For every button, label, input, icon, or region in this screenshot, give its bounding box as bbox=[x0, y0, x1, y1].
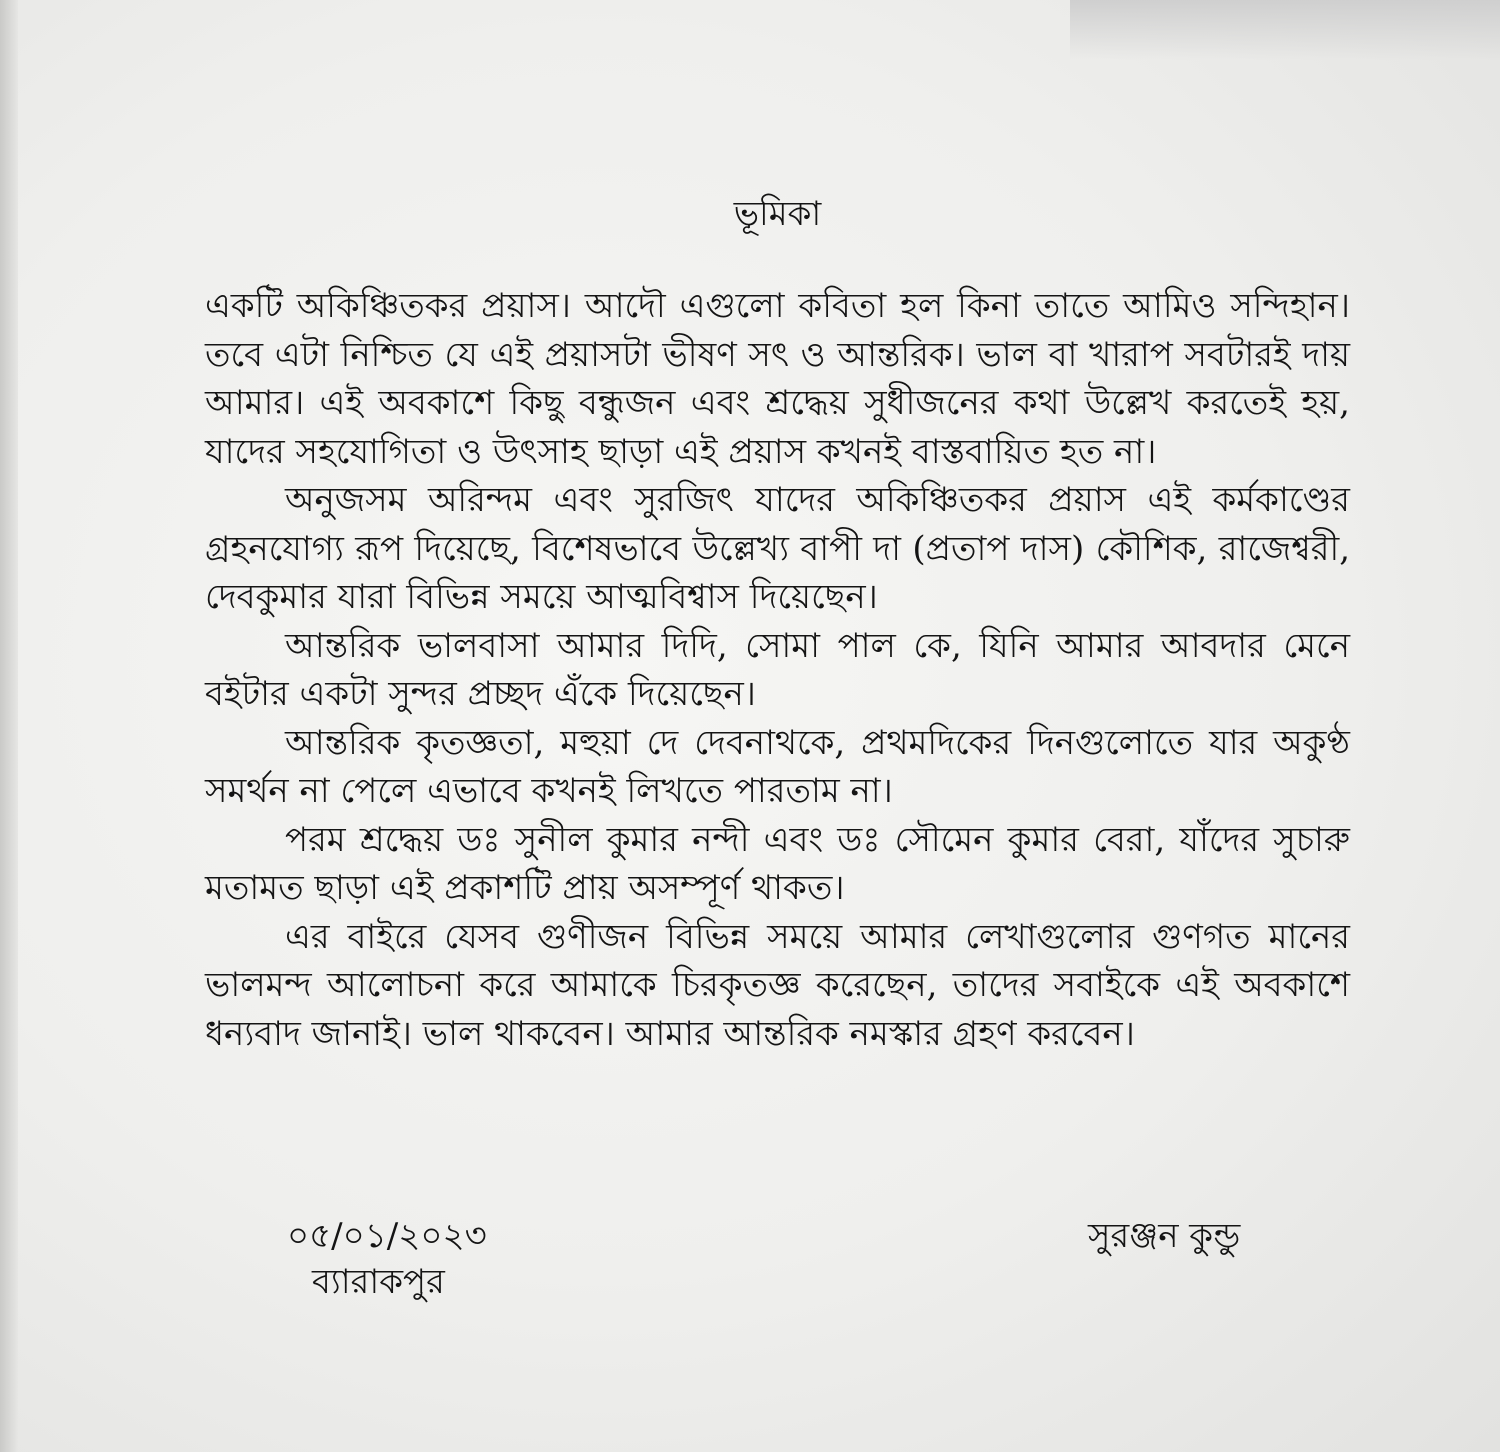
preface-body bbox=[205, 282, 1350, 1058]
paragraph-6: এর বাইরে যেসব গুণীজন বিভিন্ন সময়ে আমার লেখাগুলোর গুণগত মানের ভালমন্দ আলোচনা করে আমাকে চিরকৃতজ্ঞ করেছেন, তাদের সবাইকে এই অবকাশে ধন্যবাদ জানাই। ভাল থাকবেন। আমার আন্তরিক নমস্কার গ্রহণ করবেন। bbox=[205, 916, 1350, 1054]
signature-place: ব্যারাকপুর bbox=[312, 1262, 445, 1302]
page-corner-shadow bbox=[1070, 0, 1500, 60]
page-title: ভূমিকা bbox=[733, 194, 822, 234]
signature-date: ০৫/০১/২০২৩ bbox=[287, 1216, 487, 1256]
paragraph-2: অনুজসম অরিন্দম এবং সুরজিৎ যাদের অকিঞ্চিতকর প্রয়াস এই কর্মকাণ্ডের গ্রহনযোগ্য রূপ দিয়েছে, বিশেষভাবে উল্লেখ্য বাপী দা (প্রতাপ দাস) কৌশিক, রাজেশ্বরী, দেবকুমার যারা বিভিন্ন সময়ে আত্মবিশ্বাস দিয়েছেন। bbox=[205, 480, 1350, 617]
paragraph-1: একটি অকিঞ্চিতকর প্রয়াস। আদৌ এগুলো কবিতা হল কিনা তাতে আমিও সন্দিহান। তবে এটা নিশ্চিত যে এই প্রয়াসটা ভীষণ সৎ ও আন্তরিক। ভাল বা খারাপ সবটারই দায় আমার। এই অবকাশে কিছু বন্ধুজন এবং শ্রদ্ধেয় সুধীজনের কথা উল্লেখ করতেই হয়, যাদের সহযোগিতা ও উৎসাহ ছাড়া এই প্রয়াস কখনই বাস্তবায়িত হত না। bbox=[205, 286, 1350, 472]
paragraph-4: আন্তরিক কৃতজ্ঞতা, মহুয়া দে দেবনাথকে, প্রথমদিকের দিনগুলোতে যার অকুণ্ঠ সমর্থন না পেলে এভাবে কখনই লিখতে পারতাম না। bbox=[205, 722, 1350, 811]
author-name: সুরঞ্জন কুন্ডু bbox=[1088, 1216, 1241, 1256]
paragraph-5: পরম শ্রদ্ধেয় ডঃ সুনীল কুমার নন্দী এবং ডঃ সৌমেন কুমার বেরা, যাঁদের সুচারু মতামত ছাড়া এই প্রকাশটি প্রায় অসম্পূর্ণ থাকত। bbox=[205, 819, 1350, 908]
page-binding-edge bbox=[0, 0, 18, 1452]
paragraph-3: আন্তরিক ভালবাসা আমার দিদি, সোমা পাল কে, যিনি আমার আবদার মেনে বইটার একটা সুন্দর প্রচ্ছদ এঁকে দিয়েছেন। bbox=[205, 625, 1350, 714]
